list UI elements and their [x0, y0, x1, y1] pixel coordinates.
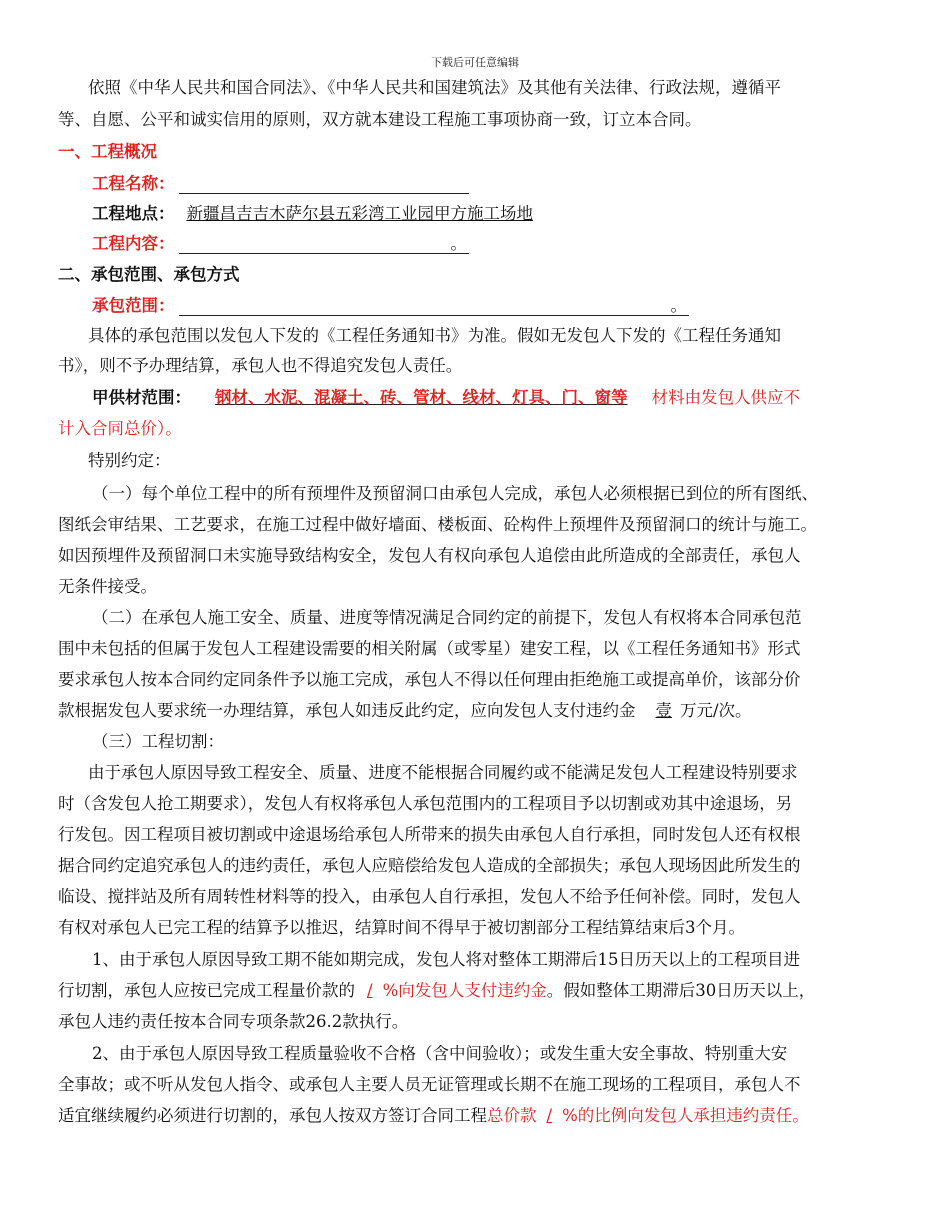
item2-rate: /	[546, 1106, 553, 1125]
clause2-line-2: 围中未包括的但属于发包人工程建设需要的相关附属（或零星）建安工程，以《工程任务通知书》形式	[58, 639, 801, 658]
item1-red: %向发包人支付违约金	[382, 981, 547, 1000]
supply-tail: 材料由发包人供应不	[651, 388, 800, 407]
project-content-row	[92, 234, 467, 254]
item2-text: 适宜继续履约必须进行切割的，承包人按双方签订合同工程	[58, 1106, 487, 1125]
supply-tail-2: 计入合同总价）。	[58, 419, 182, 438]
clause2-line-1: （二）在承包人施工安全、质量、进度等情况满足合同约定的前提下，发包人有权将本合同承包范	[92, 608, 802, 627]
item2-line-2: 全事故；或不听从发包人指令、或承包人主要人员无证管理或长期不在施工现场的工程项目，承包人不	[58, 1075, 801, 1094]
item1-tail: 。假如整体工期滞后30日历天以上，	[546, 981, 816, 1000]
clause3-line-3: 行发包。因工程项目被切割或中途退场给承包人所带来的损失由承包人自行承担，同时发包人还有权根	[58, 825, 801, 844]
scope-text-1: 具体的承包范围以发包人下发的《工程任务通知书》为准。假如无发包人下发的《工程任务通知	[88, 326, 781, 345]
item1-line-3: 承包人违约责任按本合同专项条款26.2款执行。	[58, 1012, 409, 1031]
clause3-line-1: 由于承包人原因导致工程安全、质量、进度不能根据合同履约或不能满足发包人工程建设特别要求	[88, 763, 798, 782]
clause1-line-4: 无条件接受。	[58, 577, 157, 596]
clause2-line-4-text: 款根据发包人要求统一办理结算，承包人如违反此约定，应向发包人支付违约金	[58, 701, 636, 720]
clause1-line-3: 如因预埋件及预留洞口未实施导致结构安全，发包人有权向承包人追偿由此所造成的全部责任，承包人	[58, 546, 801, 565]
item1-text: 行切割，承包人应按已完成工程量价款的	[58, 981, 355, 1000]
clause2-line-4	[58, 701, 752, 721]
scope-label: 承包范围：	[92, 296, 175, 315]
item2-line-3	[58, 1106, 809, 1126]
project-location-row	[92, 204, 539, 224]
supply-row	[92, 388, 800, 408]
clause3-line-6: 有权对承包人已完工程的结算予以推迟，结算时间不得早于被切割部分工程结算结束后3个月。	[58, 918, 745, 937]
scope-blank	[179, 297, 689, 316]
intro-line-2: 等、自愿、公平和诚实信用的原则，双方就本建设工程施工事项协商一致，订立本合同。	[58, 110, 702, 129]
clause2-unit: 万元/次。	[680, 701, 752, 720]
clause1-line-2: 图纸会审结果、工艺要求，在施工过程中做好墙面、楼板面、砼构件上预埋件及预留洞口的统计与施工。	[58, 515, 817, 534]
clause2-penalty: 壹	[655, 701, 672, 720]
scope-end: 。	[670, 296, 687, 315]
scope-row	[92, 296, 687, 316]
clause3-title: （三）工程切割：	[92, 732, 224, 751]
scope-text-2: 书》，则不予办理结算，承包人也不得追究发包人责任。	[58, 356, 463, 375]
project-location-value: 新疆昌吉吉木萨尔县五彩湾工业园甲方施工场地	[186, 204, 533, 223]
item2-line-1: 2、由于承包人原因导致工程质量验收不合格（含中间验收）；或发生重大安全事故、特别重大安	[92, 1044, 788, 1063]
section2-heading: 二、承包范围、承包方式	[58, 265, 240, 284]
supply-value: 钢材、水泥、混凝土、砖、管材、线材、灯具、门、窗等	[215, 388, 628, 407]
item2-red2: %的比例向发包人承担违约责任。	[562, 1106, 809, 1125]
item1-rate: /	[367, 981, 373, 1000]
header-note: 下载后可任意编辑	[431, 56, 519, 69]
intro-line-1: 依照《中华人民共和国合同法》、《中华人民共和国建筑法》及其他有关法律、行政法规，遵循平	[88, 78, 781, 97]
project-name-row	[92, 174, 469, 194]
section1-heading: 一、工程概况	[58, 142, 157, 161]
project-name-label: 工程名称：	[92, 174, 175, 193]
project-name-blank	[179, 175, 469, 194]
item1-line-1: 1、由于承包人原因导致工期不能如期完成，发包人将对整体工期滞后15日历天以上的工程项目进	[92, 950, 800, 969]
project-content-label: 工程内容：	[92, 234, 175, 253]
item2-red1: 总价款	[487, 1106, 537, 1125]
item1-line-2	[58, 981, 815, 1001]
clause1-line-1: （一）每个单位工程中的所有预埋件及预留洞口由承包人完成，承包人必须根据已到位的所有图纸、	[92, 484, 818, 503]
clause3-line-5: 临设、搅拌站及所有周转性材料等的投入，由承包人自行承担，发包人不给予任何补偿。同时，发包人	[58, 887, 801, 906]
clause3-line-2: 时（含发包人抢工期要求），发包人有权将承包人承包范围内的工程项目予以切割或劝其中途退场，另	[58, 794, 793, 813]
project-location-label: 工程地点：	[92, 204, 175, 223]
special-label: 特别约定：	[88, 451, 171, 470]
clause2-line-3: 要求承包人按本合同约定同条件予以施工完成，承包人不得以任何理由拒绝施工或提高单价，该部分价	[58, 670, 801, 689]
project-content-end: 。	[450, 234, 467, 253]
project-content-blank	[179, 235, 469, 254]
clause3-line-4: 据合同约定追究承包人的违约责任，承包人应赔偿给发包人造成的全部损失；承包人现场因此所发生的	[58, 856, 801, 875]
supply-label: 甲供材范围：	[92, 388, 191, 407]
